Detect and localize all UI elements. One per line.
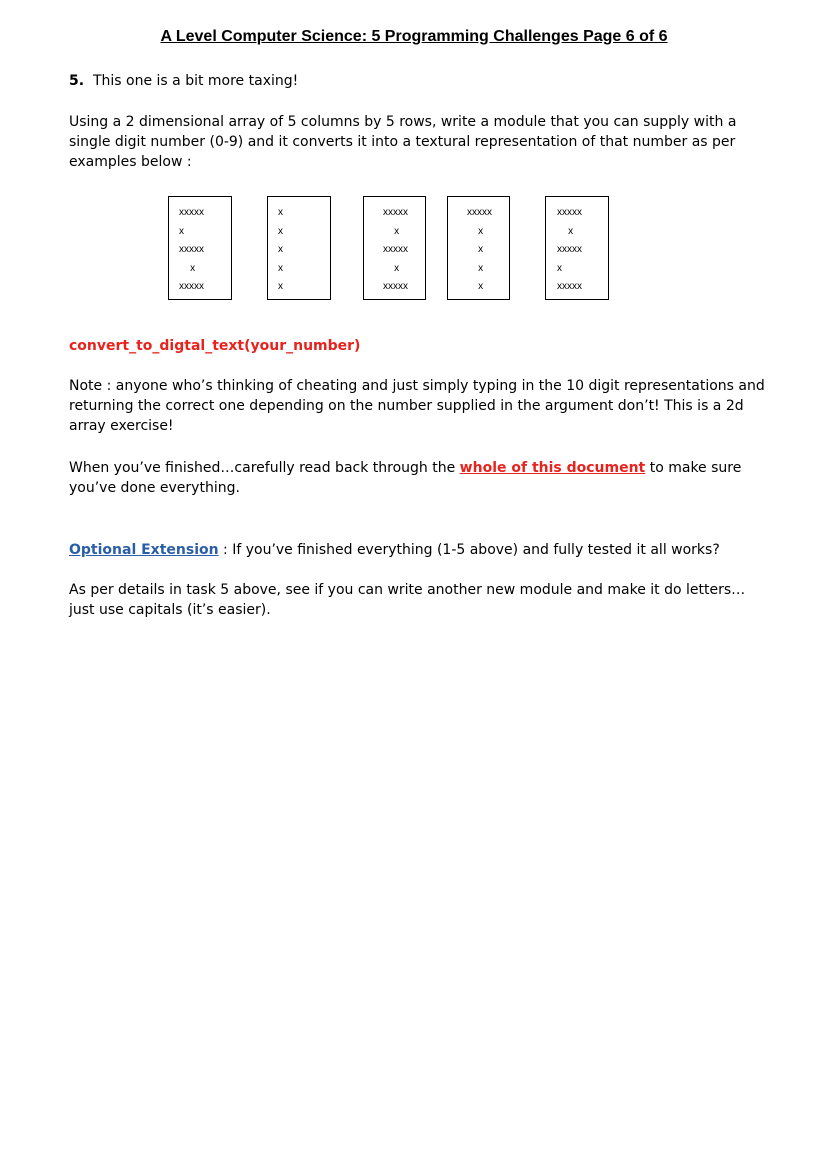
finished-text-before: When you’ve finished…carefully read back through the: [69, 460, 460, 476]
digit-row: x: [467, 225, 484, 237]
digit-example-box: [545, 196, 609, 300]
task-heading-text: This one is a bit more taxing!: [92, 73, 299, 89]
digit-row: x: [179, 225, 184, 237]
digit-row: x: [557, 262, 562, 274]
task-description: Using a 2 dimensional array of 5 columns by 5 rows, write a module that you can supply with a single digit number (0-9) and it converts it into a textural representation of that number as per examples below :: [69, 114, 737, 170]
digit-row: x: [383, 225, 400, 237]
digit-example-box: [168, 196, 232, 300]
digit-row: xxxxx: [179, 281, 204, 292]
digit-row: xxxxx: [557, 281, 582, 292]
extension-paragraph: [69, 540, 769, 560]
digit-row: xxxxx: [179, 244, 204, 255]
digit-row: x: [278, 281, 283, 292]
optional-extension-link[interactable]: Optional Extension: [69, 542, 219, 558]
digit-row: x: [179, 262, 196, 274]
digit-example-box: [363, 196, 426, 300]
digit-row: x: [278, 207, 283, 218]
digit-row: x: [278, 244, 283, 255]
digit-row: xxxxx: [383, 244, 408, 255]
digit-row: x: [557, 225, 574, 237]
digit-row: xxxxx: [467, 207, 492, 218]
digit-example-box: [267, 196, 331, 300]
digit-row: xxxxx: [383, 281, 408, 292]
digit-row: xxxxx: [557, 244, 582, 255]
digit-row: xxxxx: [557, 207, 582, 218]
digit-row: xxxxx: [179, 207, 204, 218]
whole-document-link[interactable]: whole of this document: [459, 460, 646, 476]
page-title: A Level Computer Science: 5 Programming Challenges Page 6 of 6: [160, 28, 668, 45]
task-heading: [69, 71, 769, 91]
digit-row: x: [383, 262, 400, 274]
digit-row: x: [467, 262, 484, 274]
letters-task-paragraph: As per details in task 5 above, see if you can write another new module and make it do letters…just use capitals (it’s easier).: [69, 582, 746, 618]
digit-example-box: [447, 196, 510, 300]
digit-row: xxxxx: [383, 207, 408, 218]
finished-text-after: to make sure you’ve done everything.: [69, 460, 742, 496]
task-number: 5.: [69, 73, 85, 89]
digit-row: x: [278, 225, 283, 237]
extension-text: : If you’ve finished everything (1-5 above) and fully tested it all works?: [218, 542, 720, 558]
digit-row: x: [467, 281, 484, 292]
note-paragraph: Note : anyone who’s thinking of cheating and just simply typing in the 10 digit representations and returning the correct one depending on the number supplied in the argument don’t! This is a 2d array exercise!: [69, 378, 765, 434]
digit-row: x: [278, 262, 283, 274]
function-signature: convert_to_digtal_text(your_number): [69, 338, 361, 354]
digit-row: x: [467, 244, 484, 255]
finished-paragraph: [69, 458, 769, 498]
